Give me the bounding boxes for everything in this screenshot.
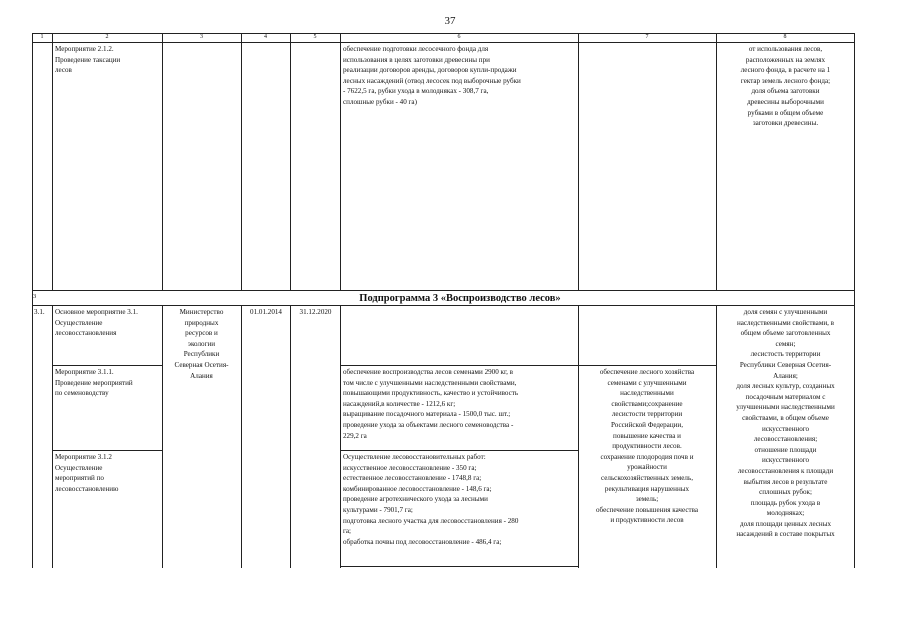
page-number: 37	[444, 15, 456, 27]
col-border-7b	[716, 305, 717, 568]
col-border-7	[716, 33, 717, 290]
column-number-2: 2	[105, 34, 109, 40]
col-border-3b	[241, 305, 242, 568]
col-border-1	[52, 33, 53, 290]
row-d-activity-name: Мероприятие 3.1.2 Осуществление мероприятий по лесовосстановлению	[55, 453, 119, 493]
row-d-bottom-col6	[340, 566, 578, 567]
col-border-4	[290, 33, 291, 290]
row-a-activity-name: Мероприятие 2.1.2. Проведение таксации лесов	[55, 45, 121, 75]
row-b-activity-name: Основное мероприятие 3.1. Осуществление лесовосстановления	[55, 308, 138, 338]
col-border-1b	[52, 305, 53, 568]
column-number-6: 6	[457, 34, 461, 40]
column-number-3: 3	[200, 34, 203, 40]
row-a-indicators: от использования лесов, расположенных на землях лесного фонда, в расчете на 1 гектар земель лесного фонда; доля объема заготовки древесины выборочными рубками в общем объеме заготовки древесины.	[740, 45, 831, 128]
col-border-3	[241, 33, 242, 290]
col-border-4b	[290, 305, 291, 568]
col-border-5b	[340, 305, 341, 568]
row-c-consequences: обеспечение лесного хозяйства семенами с улучшенными наследственными свойствами;сохранение лесистости территории Российской Федерации, повышение качества и продуктивности лесов. сохранение плодородия почв и урожайности сельскохозяйственных земель, рекультивация нарушенных земель; обеспечение повышения качества и продуктивности лесов	[596, 368, 698, 525]
header-row-bottom	[32, 42, 854, 43]
row-b-number: 3.1.	[34, 308, 45, 316]
col-border-5	[340, 33, 341, 290]
row-d-top-col6	[340, 450, 578, 451]
row-b-indicators: доля семян с улучшенными наследственными свойствами, в общем объеме заготовленных семян; лесистость территории Республики Северная Осетия- Алания; доля лесных культур, созданных посадочным материалом с улучшенными наследственными свойствами, в общем объеме искусственного лесовосстановления; отношение площади искусственного лесовосстановления к площади выбытия лесов в результате сплошных рубок; площадь рубок ухода в молодняках; доля площади ценных лесных насаждений в составе покрытых	[736, 308, 835, 539]
row-d-top-col2	[52, 450, 162, 451]
row-c-top-partial	[52, 365, 162, 366]
section-number: 3	[33, 293, 37, 300]
col-border-8	[854, 33, 855, 568]
column-number-7: 7	[645, 34, 649, 40]
col-border-6	[578, 33, 579, 290]
column-number-8: 8	[783, 34, 787, 40]
row-d-expected-result: Осуществление лесовосстановительных работ: искусственное лесовосстановление - 350 га; естественное лесовосстановление - 1748,8 га; комбинированное лесовосстановление - 148,6 га; проведение агротехнического ухода за лесными культурами - 7901,7 га; подготовка лесного участка для лесовосстановления - 280 га; обработка почвы под лесовосстановление - 486,4 га;	[343, 453, 519, 546]
column-number-4: 4	[264, 34, 267, 40]
row-b-end-date: 31.12.2020	[299, 308, 332, 316]
section-row-top	[32, 290, 854, 291]
subprogram-title: Подпрограмма 3 «Воспроизводство лесов»	[359, 293, 561, 304]
column-number-1: 1	[40, 34, 44, 40]
row-a-expected-result: обеспечение подготовки лесосечного фонда для использования в целях заготовки древесины при реализации договоров аренды, договоров купли-продажи лесных насаждений (отвод лесосек под выборочные рубки - 7622,5 га, рубки ухода в молодняках - 308,7 га, сплошные рубки - 40 га)	[343, 45, 521, 106]
row-b-executor: Министерство природных ресурсов и экологии Республики Северная Осетия- Алания	[174, 308, 229, 380]
row-c-top-col7	[578, 365, 716, 366]
row-c-top-col6	[340, 365, 578, 366]
col-border-2	[162, 33, 163, 290]
row-c-activity-name: Мероприятие 3.1.1. Проведение мероприятий по семеноводству	[55, 368, 133, 398]
column-number-5: 5	[313, 34, 317, 40]
row-b-start-date: 01.01.2014	[250, 308, 282, 316]
row-c-expected-result: обеспечение воспроизводства лесов семенами 2900 кг, в том числе с улучшенными наследственными свойствами, повышающими продуктивность, качество и устойчивость насаждений,в количестве - 1212,6 кг; выращивание посадочного материала - 1500,0 тыс. шт.; проведение ухода за объектами лесного семеноводства - 229,2 га	[343, 368, 519, 440]
